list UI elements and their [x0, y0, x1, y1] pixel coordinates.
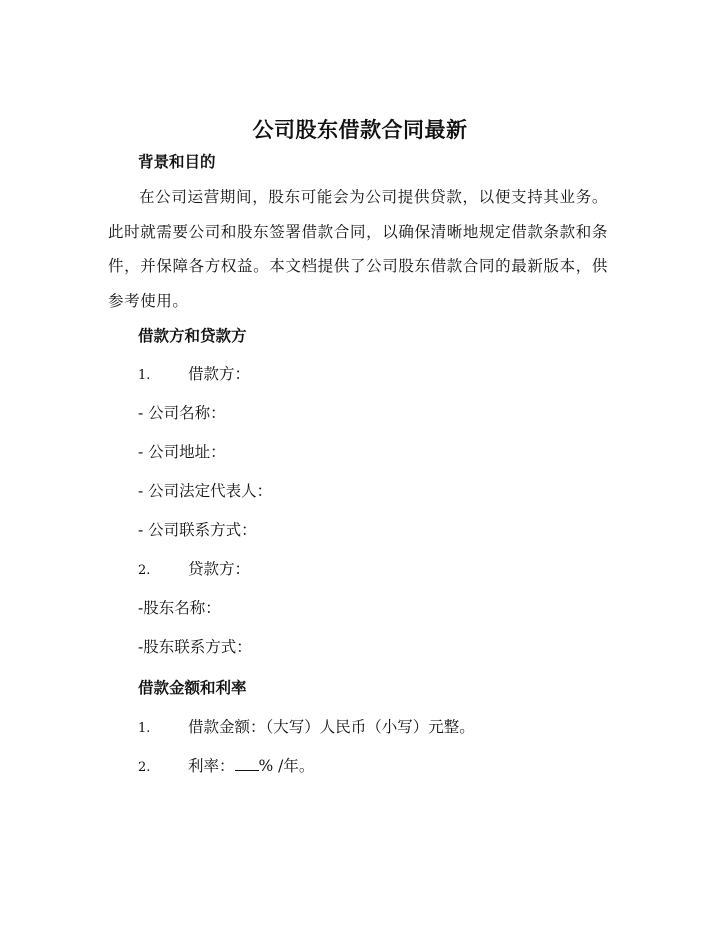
lender-field-contact: -股东联系方式： — [138, 638, 252, 656]
lender-item — [138, 557, 250, 579]
document-title: 公司股东借款合同最新 — [252, 117, 468, 142]
rate-item — [138, 754, 314, 776]
background-paragraph: 在公司运营期间，股东可能会为公司提供贷款，以便支持其业务。此时就需要公司和股东签署借款合同，以确保清晰地规定借款条款和条件，并保障各方权益。本文档提供了公司股东借款合同的最新版本，供参考使用。 — [108, 188, 608, 310]
rate-suffix: % /年。 — [258, 757, 315, 775]
amount-item — [138, 715, 475, 737]
borrower-field-address: - 公司地址： — [138, 443, 226, 461]
list-number: 1. — [138, 368, 151, 383]
borrower-field-contact: - 公司联系方式： — [138, 521, 257, 539]
borrower-label: 借款方： — [188, 365, 251, 383]
section-heading-parties: 借款方和贷款方 — [138, 326, 247, 345]
section-heading-amount: 借款金额和利率 — [138, 678, 247, 697]
rate-label: 利率： — [188, 757, 235, 775]
lender-label: 贷款方： — [188, 560, 251, 578]
borrower-field-name: - 公司名称： — [138, 404, 226, 422]
list-number: 2. — [138, 760, 151, 775]
lender-field-name: -股东名称： — [138, 599, 221, 617]
list-number: 1. — [138, 721, 151, 736]
borrower-field-legal-rep: - 公司法定代表人： — [138, 482, 273, 500]
rate-blank-line — [235, 756, 259, 771]
section-heading-background: 背景和目的 — [138, 152, 216, 171]
borrower-item — [138, 362, 250, 384]
list-number: 2. — [138, 563, 151, 578]
amount-text: 借款金额：（大写）人民币（小写）元整。 — [188, 718, 475, 736]
